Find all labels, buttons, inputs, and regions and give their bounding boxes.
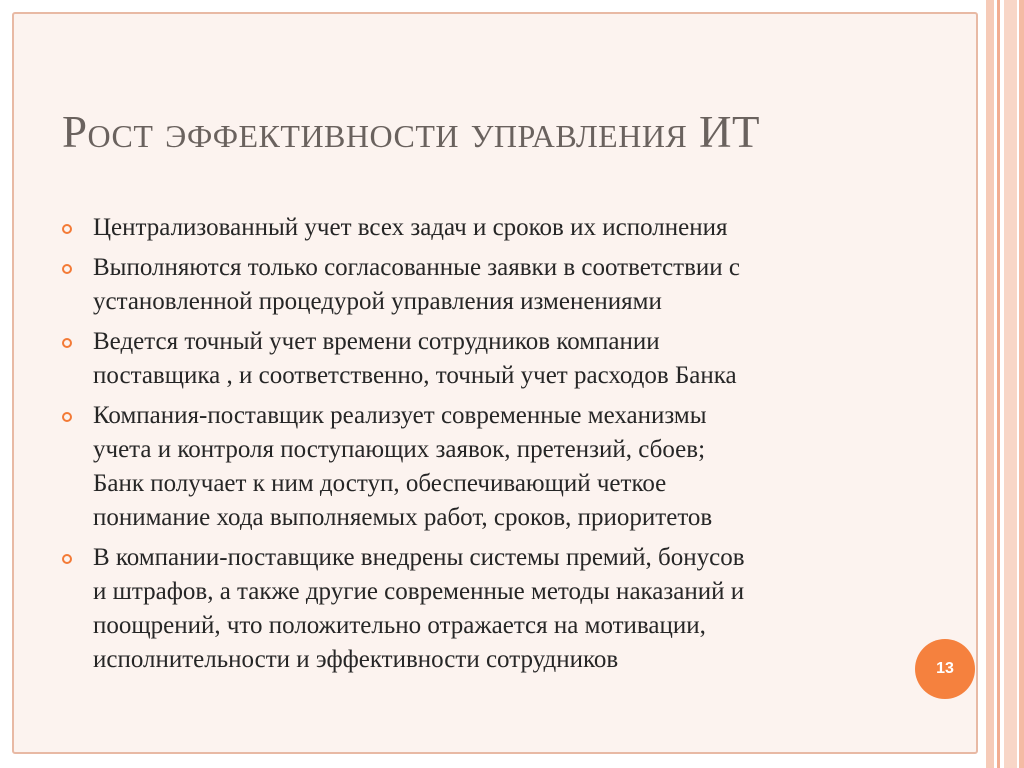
decorative-stripe — [986, 0, 994, 768]
bullet-icon — [62, 554, 72, 564]
decorative-stripe — [997, 0, 1000, 768]
bullet-item — [62, 399, 942, 535]
decorative-stripe — [1004, 0, 1017, 768]
bullet-text: Компания-поставщик реализует современные механизмы учета и контроля поступающих заявок, претензий, сбоев; Банк получает к ним доступ, обеспечивающий четкое понимание хода выполняемых работ, сроков, приоритетов — [93, 402, 713, 531]
bullet-text: Выполняются только согласованные заявки в соответствии с установленной процедурой управления изменениями — [93, 254, 740, 315]
bullet-text: Централизованный учет всех задач и сроков их исполнения — [93, 214, 728, 241]
bullet-item — [62, 541, 942, 677]
bullet-icon — [62, 338, 72, 348]
bullet-item — [62, 325, 942, 393]
bullet-text: В компании-поставщике внедрены системы премий, бонусов и штрафов, а также другие современные методы наказаний и поощрений, что положительно отражается на мотивации, исполнительности и эффективности сотрудников — [93, 544, 745, 673]
slide-title: Рост эффективности управления ИТ — [62, 107, 761, 157]
bullet-item — [62, 251, 942, 319]
bullet-text: Ведется точный учет времени сотрудников компании поставщика , и соответственно, точный учет расходов Банка — [93, 328, 737, 389]
bullet-list — [62, 211, 942, 683]
slide-number-badge: 13 — [915, 639, 975, 699]
bullet-icon — [62, 264, 72, 274]
bullet-item — [62, 211, 942, 245]
bullet-icon — [62, 412, 72, 422]
decorative-stripe — [1019, 0, 1024, 768]
bullet-icon — [62, 224, 72, 234]
